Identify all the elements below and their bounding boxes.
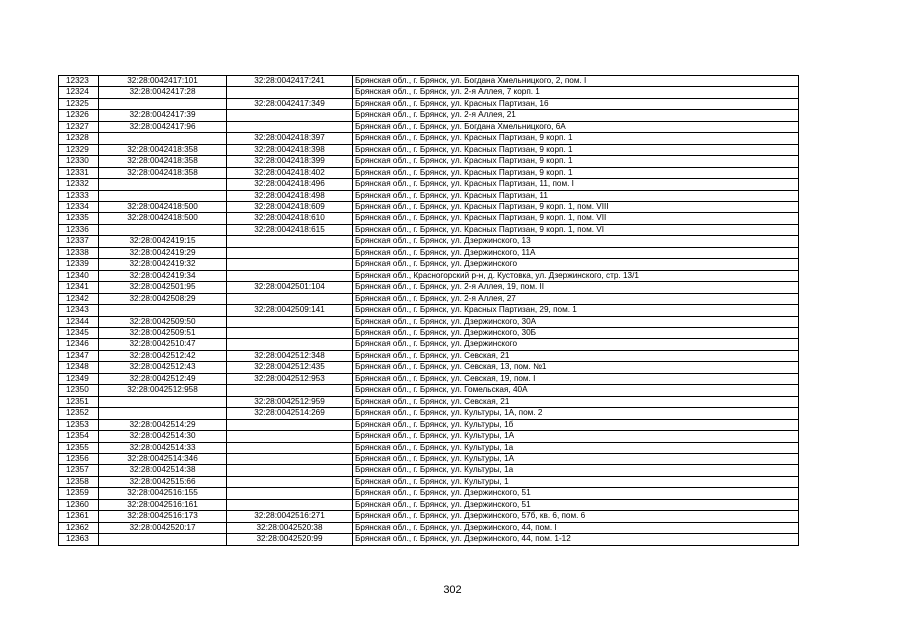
building-number-cell: [227, 476, 353, 487]
row-number-cell: 12327: [59, 121, 99, 132]
address-cell: Брянская обл., г. Брянск, ул. Красных Партизан, 9 корп. 1: [353, 144, 799, 155]
building-number-cell: 32:28:0042516:271: [227, 511, 353, 522]
address-cell: Брянская обл., г. Брянск, ул. Дзержинского, 44, пом. I: [353, 522, 799, 533]
parcel-number-cell: 32:28:0042419:29: [99, 247, 227, 258]
row-number-cell: 12358: [59, 476, 99, 487]
parcel-number-cell: [99, 534, 227, 545]
table-row: [59, 476, 799, 487]
registry-table: [58, 75, 799, 546]
building-number-cell: 32:28:0042418:399: [227, 156, 353, 167]
parcel-number-cell: 32:28:0042418:500: [99, 213, 227, 224]
building-number-cell: [227, 121, 353, 132]
parcel-number-cell: [99, 305, 227, 316]
building-number-cell: [227, 488, 353, 499]
row-number-cell: 12331: [59, 167, 99, 178]
table-row: [59, 236, 799, 247]
building-number-cell: 32:28:0042418:496: [227, 179, 353, 190]
parcel-number-cell: 32:28:0042418:358: [99, 167, 227, 178]
table-row: [59, 339, 799, 350]
address-cell: Брянская обл., г. Брянск, ул. Культуры, 1: [353, 476, 799, 487]
parcel-number-cell: 32:28:0042418:358: [99, 156, 227, 167]
building-number-cell: 32:28:0042418:615: [227, 224, 353, 235]
building-number-cell: [227, 316, 353, 327]
address-cell: Брянская обл., г. Брянск, ул. 2-я Аллея, 27: [353, 293, 799, 304]
table-row: [59, 247, 799, 258]
parcel-number-cell: 32:28:0042512:49: [99, 373, 227, 384]
parcel-number-cell: 32:28:0042417:96: [99, 121, 227, 132]
parcel-number-cell: 32:28:0042417:39: [99, 110, 227, 121]
building-number-cell: [227, 339, 353, 350]
building-number-cell: 32:28:0042512:953: [227, 373, 353, 384]
row-number-cell: 12357: [59, 465, 99, 476]
table-row: [59, 213, 799, 224]
address-cell: Брянская обл., г. Брянск, ул. Гомельская, 40А: [353, 385, 799, 396]
row-number-cell: 12328: [59, 133, 99, 144]
row-number-cell: 12340: [59, 270, 99, 281]
parcel-number-cell: 32:28:0042512:43: [99, 362, 227, 373]
parcel-number-cell: 32:28:0042516:155: [99, 488, 227, 499]
address-cell: Брянская обл., г. Брянск, ул. Культуры, 1а: [353, 465, 799, 476]
building-number-cell: 32:28:0042418:609: [227, 201, 353, 212]
building-number-cell: 32:28:0042512:348: [227, 350, 353, 361]
building-number-cell: [227, 270, 353, 281]
address-cell: Брянская обл., г. Брянск, ул. Культуры, 1а: [353, 442, 799, 453]
building-number-cell: [227, 293, 353, 304]
address-cell: Брянская обл., г. Брянск, ул. Дзержинского, 57б, кв. 6, пом. 6: [353, 511, 799, 522]
table-row: [59, 419, 799, 430]
table-row: [59, 350, 799, 361]
row-number-cell: 12343: [59, 305, 99, 316]
building-number-cell: [227, 259, 353, 270]
parcel-number-cell: 32:28:0042515:66: [99, 476, 227, 487]
registry-table-body: [59, 76, 799, 546]
table-row: [59, 167, 799, 178]
parcel-number-cell: [99, 396, 227, 407]
row-number-cell: 12341: [59, 282, 99, 293]
parcel-number-cell: [99, 408, 227, 419]
building-number-cell: [227, 110, 353, 121]
address-cell: Брянская обл., г. Брянск, ул. Красных Партизан, 9 корп. 1, пом. VI: [353, 224, 799, 235]
address-cell: Брянская обл., г. Брянск, ул. 2-я Аллея, 19, пом. II: [353, 282, 799, 293]
parcel-number-cell: 32:28:0042419:32: [99, 259, 227, 270]
building-number-cell: [227, 327, 353, 338]
parcel-number-cell: 32:28:0042509:50: [99, 316, 227, 327]
address-cell: Брянская обл., г. Брянск, ул. Культуры, 1А, пом. 2: [353, 408, 799, 419]
address-cell: Брянская обл., г. Брянск, ул. Севская, 13, пом. №1: [353, 362, 799, 373]
table-row: [59, 408, 799, 419]
address-cell: Брянская обл., г. Брянск, ул. Красных Партизан, 9 корп. 1: [353, 156, 799, 167]
table-row: [59, 224, 799, 235]
table-row: [59, 144, 799, 155]
row-number-cell: 12339: [59, 259, 99, 270]
address-cell: Брянская обл., г. Брянск, ул. Дзержинского, 44, пом. 1-12: [353, 534, 799, 545]
building-number-cell: 32:28:0042512:959: [227, 396, 353, 407]
building-number-cell: 32:28:0042520:38: [227, 522, 353, 533]
row-number-cell: 12347: [59, 350, 99, 361]
table-row: [59, 270, 799, 281]
parcel-number-cell: 32:28:0042510:47: [99, 339, 227, 350]
table-row: [59, 201, 799, 212]
table-row: [59, 293, 799, 304]
address-cell: Брянская обл., г. Брянск, ул. Дзержинского, 51: [353, 488, 799, 499]
row-number-cell: 12362: [59, 522, 99, 533]
address-cell: Брянская обл., г. Брянск, ул. Красных Партизан, 11, пом. I: [353, 179, 799, 190]
row-number-cell: 12333: [59, 190, 99, 201]
row-number-cell: 12360: [59, 499, 99, 510]
parcel-number-cell: [99, 190, 227, 201]
row-number-cell: 12342: [59, 293, 99, 304]
parcel-number-cell: 32:28:0042417:28: [99, 87, 227, 98]
building-number-cell: [227, 385, 353, 396]
address-cell: Брянская обл., г. Брянск, ул. Красных Партизан, 9 корп. 1, пом. VIII: [353, 201, 799, 212]
table-row: [59, 511, 799, 522]
parcel-number-cell: [99, 133, 227, 144]
parcel-number-cell: 32:28:0042514:33: [99, 442, 227, 453]
row-number-cell: 12324: [59, 87, 99, 98]
address-cell: Брянская обл., г. Брянск, ул. Красных Партизан, 16: [353, 98, 799, 109]
parcel-number-cell: [99, 179, 227, 190]
building-number-cell: [227, 87, 353, 98]
address-cell: Брянская обл., г. Брянск, ул. Красных Партизан, 29, пом. 1: [353, 305, 799, 316]
table-row: [59, 98, 799, 109]
table-row: [59, 110, 799, 121]
parcel-number-cell: [99, 224, 227, 235]
address-cell: Брянская обл., г. Брянск, ул. Дзержинского: [353, 339, 799, 350]
building-number-cell: 32:28:0042418:610: [227, 213, 353, 224]
row-number-cell: 12332: [59, 179, 99, 190]
row-number-cell: 12330: [59, 156, 99, 167]
building-number-cell: [227, 431, 353, 442]
row-number-cell: 12348: [59, 362, 99, 373]
table-row: [59, 327, 799, 338]
parcel-number-cell: 32:28:0042512:42: [99, 350, 227, 361]
parcel-number-cell: 32:28:0042520:17: [99, 522, 227, 533]
table-row: [59, 373, 799, 384]
building-number-cell: [227, 499, 353, 510]
building-number-cell: 32:28:0042418:397: [227, 133, 353, 144]
row-number-cell: 12356: [59, 453, 99, 464]
address-cell: Брянская обл., г. Брянск, ул. Красных Партизан, 11: [353, 190, 799, 201]
address-cell: Брянская обл., г. Брянск, ул. Дзержинского, 11А: [353, 247, 799, 258]
parcel-number-cell: 32:28:0042516:173: [99, 511, 227, 522]
parcel-number-cell: 32:28:0042418:358: [99, 144, 227, 155]
row-number-cell: 12361: [59, 511, 99, 522]
address-cell: Брянская обл., г. Брянск, ул. Севская, 21: [353, 396, 799, 407]
parcel-number-cell: 32:28:0042501:95: [99, 282, 227, 293]
row-number-cell: 12363: [59, 534, 99, 545]
table-row: [59, 190, 799, 201]
address-cell: Брянская обл., г. Брянск, ул. Красных Партизан, 9 корп. 1: [353, 167, 799, 178]
page-number: 302: [443, 584, 462, 596]
building-number-cell: 32:28:0042512:435: [227, 362, 353, 373]
parcel-number-cell: 32:28:0042514:29: [99, 419, 227, 430]
table-row: [59, 305, 799, 316]
building-number-cell: 32:28:0042418:498: [227, 190, 353, 201]
table-row: [59, 259, 799, 270]
row-number-cell: 12344: [59, 316, 99, 327]
row-number-cell: 12355: [59, 442, 99, 453]
parcel-number-cell: 32:28:0042418:500: [99, 201, 227, 212]
building-number-cell: 32:28:0042418:398: [227, 144, 353, 155]
address-cell: Брянская обл., г. Брянск, ул. Красных Партизан, 9 корп. 1, пом. VII: [353, 213, 799, 224]
row-number-cell: 12351: [59, 396, 99, 407]
row-number-cell: 12353: [59, 419, 99, 430]
table-row: [59, 282, 799, 293]
building-number-cell: [227, 453, 353, 464]
address-cell: Брянская обл., г. Брянск, ул. Севская, 19, пом. I: [353, 373, 799, 384]
table-row: [59, 522, 799, 533]
row-number-cell: 12338: [59, 247, 99, 258]
building-number-cell: [227, 419, 353, 430]
parcel-number-cell: 32:28:0042417:101: [99, 76, 227, 87]
parcel-number-cell: [99, 98, 227, 109]
row-number-cell: 12337: [59, 236, 99, 247]
address-cell: Брянская обл., г. Брянск, ул. Дзержинского, 51: [353, 499, 799, 510]
building-number-cell: 32:28:0042417:241: [227, 76, 353, 87]
parcel-number-cell: 32:28:0042508:29: [99, 293, 227, 304]
address-cell: Брянская обл., г. Брянск, ул. Богдана Хмельницкого, 2, пом. I: [353, 76, 799, 87]
row-number-cell: 12345: [59, 327, 99, 338]
building-number-cell: [227, 236, 353, 247]
row-number-cell: 12359: [59, 488, 99, 499]
building-number-cell: 32:28:0042509:141: [227, 305, 353, 316]
parcel-number-cell: 32:28:0042419:34: [99, 270, 227, 281]
parcel-number-cell: 32:28:0042514:30: [99, 431, 227, 442]
address-cell: Брянская обл., г. Брянск, ул. Дзержинского: [353, 259, 799, 270]
row-number-cell: 12334: [59, 201, 99, 212]
table-row: [59, 179, 799, 190]
building-number-cell: 32:28:0042520:99: [227, 534, 353, 545]
address-cell: Брянская обл., г. Брянск, ул. Богдана Хмельницкого, 6А: [353, 121, 799, 132]
table-row: [59, 396, 799, 407]
table-row: [59, 488, 799, 499]
parcel-number-cell: 32:28:0042509:51: [99, 327, 227, 338]
row-number-cell: 12323: [59, 76, 99, 87]
address-cell: Брянская обл., г. Брянск, ул. Дзержинского, 30Б: [353, 327, 799, 338]
address-cell: Брянская обл., г. Брянск, ул. Красных Партизан, 9 корп. 1: [353, 133, 799, 144]
row-number-cell: 12354: [59, 431, 99, 442]
address-cell: Брянская обл., г. Брянск, ул. 2-я Аллея, 7 корп. 1: [353, 87, 799, 98]
address-cell: Брянская обл., г. Брянск, ул. Культуры, 1б: [353, 419, 799, 430]
address-cell: Брянская обл., г. Брянск, ул. Дзержинского, 13: [353, 236, 799, 247]
row-number-cell: 12350: [59, 385, 99, 396]
table-row: [59, 87, 799, 98]
parcel-number-cell: 32:28:0042514:38: [99, 465, 227, 476]
table-row: [59, 465, 799, 476]
building-number-cell: 32:28:0042514:269: [227, 408, 353, 419]
table-row: [59, 76, 799, 87]
row-number-cell: 12352: [59, 408, 99, 419]
table-row: [59, 362, 799, 373]
table-row: [59, 499, 799, 510]
row-number-cell: 12325: [59, 98, 99, 109]
table-row: [59, 534, 799, 545]
table-row: [59, 453, 799, 464]
parcel-number-cell: 32:28:0042514:346: [99, 453, 227, 464]
address-cell: Брянская обл., г. Брянск, ул. Дзержинского, 30А: [353, 316, 799, 327]
building-number-cell: [227, 442, 353, 453]
table-row: [59, 133, 799, 144]
building-number-cell: 32:28:0042501:104: [227, 282, 353, 293]
table-row: [59, 121, 799, 132]
row-number-cell: 12326: [59, 110, 99, 121]
row-number-cell: 12335: [59, 213, 99, 224]
table-row: [59, 385, 799, 396]
building-number-cell: [227, 247, 353, 258]
parcel-number-cell: 32:28:0042419:15: [99, 236, 227, 247]
address-cell: Брянская обл., г. Брянск, ул. 2-я Аллея, 21: [353, 110, 799, 121]
parcel-number-cell: 32:28:0042512:958: [99, 385, 227, 396]
address-cell: Брянская обл., г. Брянск, ул. Севская, 21: [353, 350, 799, 361]
table-row: [59, 442, 799, 453]
row-number-cell: 12346: [59, 339, 99, 350]
address-cell: Брянская обл., г. Брянск, ул. Культуры, 1А: [353, 431, 799, 442]
row-number-cell: 12349: [59, 373, 99, 384]
table-row: [59, 316, 799, 327]
row-number-cell: 12329: [59, 144, 99, 155]
table-row: [59, 431, 799, 442]
building-number-cell: 32:28:0042418:402: [227, 167, 353, 178]
address-cell: Брянская обл., г. Брянск, ул. Культуры, 1А: [353, 453, 799, 464]
building-number-cell: 32:28:0042417:349: [227, 98, 353, 109]
building-number-cell: [227, 465, 353, 476]
table-row: [59, 156, 799, 167]
address-cell: Брянская обл., Красногорский р-н, д. Кустовка, ул. Дзержинского, стр. 13/1: [353, 270, 799, 281]
parcel-number-cell: 32:28:0042516:161: [99, 499, 227, 510]
row-number-cell: 12336: [59, 224, 99, 235]
